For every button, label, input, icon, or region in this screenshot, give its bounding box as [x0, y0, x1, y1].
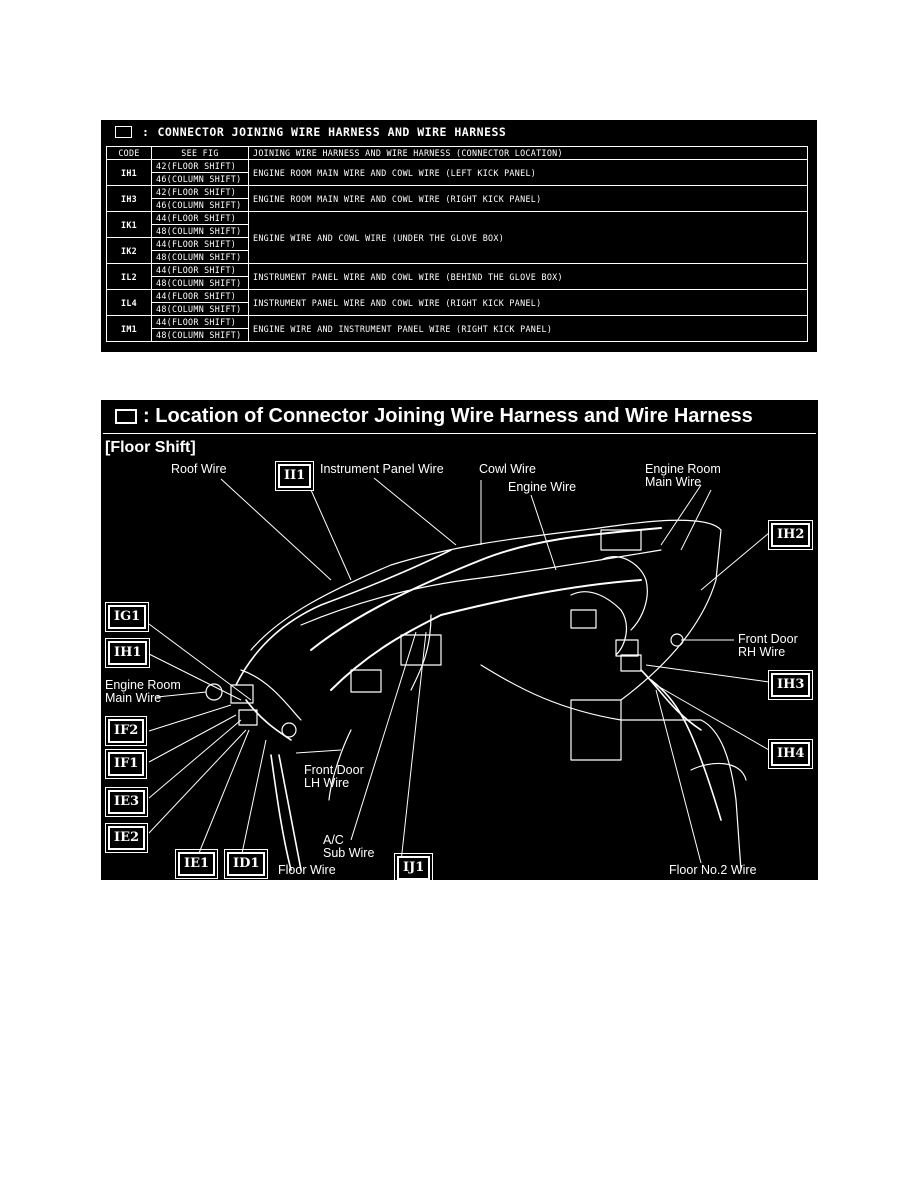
label-line: Main Wire	[105, 691, 162, 705]
connector-IH3: IH3	[771, 673, 810, 697]
connector-square-icon	[115, 126, 132, 138]
connector-ID1: ID1	[227, 852, 265, 876]
row-fig: 42(FLOOR SHIFT)	[152, 160, 249, 173]
connector-IH4: IH4	[771, 742, 810, 766]
row-location: INSTRUMENT PANEL WIRE AND COWL WIRE (BEHIND THE GLOVE BOX)	[249, 264, 808, 290]
connector-IF2: IF2	[108, 719, 144, 743]
row-code: IK1	[107, 212, 152, 238]
table-row	[107, 186, 808, 199]
connector-table	[106, 146, 808, 342]
table-row	[107, 160, 808, 173]
connector-IE3: IE3	[108, 790, 145, 814]
table-title-separator: :	[142, 125, 150, 139]
row-fig: 44(FLOOR SHIFT)	[152, 316, 249, 329]
label-line: Engine Room	[105, 678, 181, 692]
connector-II1: II1	[278, 464, 311, 488]
row-fig: 44(FLOOR SHIFT)	[152, 238, 249, 251]
row-code: IL4	[107, 290, 152, 316]
table-row	[107, 212, 808, 225]
row-fig: 48(COLUMN SHIFT)	[152, 225, 249, 238]
label-engine-room-main-wire-right	[645, 463, 721, 489]
label-cowl-wire: Cowl Wire	[479, 462, 536, 476]
table-row	[107, 264, 808, 277]
label-ac-sub-wire	[323, 834, 374, 860]
row-fig: 44(FLOOR SHIFT)	[152, 290, 249, 303]
label-floor-wire: Floor Wire	[278, 863, 336, 877]
connector-IH2: IH2	[771, 523, 810, 547]
label-line: Sub Wire	[323, 846, 375, 860]
label-line: Engine Room	[645, 462, 721, 476]
table-title	[115, 123, 506, 141]
label-line: Front Door	[304, 763, 364, 777]
diagram-title-separator: :	[143, 405, 150, 427]
table-row	[107, 290, 808, 303]
header-see-fig: SEE FIG	[152, 147, 249, 160]
row-code: IM1	[107, 316, 152, 342]
connector-square-icon	[115, 409, 137, 424]
connector-IJ1: IJ1	[397, 856, 430, 880]
row-fig: 44(FLOOR SHIFT)	[152, 212, 249, 225]
label-line: Front Door	[738, 632, 798, 646]
table-title-text: CONNECTOR JOINING WIRE HARNESS AND WIRE HARNESS	[157, 125, 507, 139]
table-header-row	[107, 147, 808, 160]
row-code: IL2	[107, 264, 152, 290]
row-code: IK2	[107, 238, 152, 264]
connector-table-panel	[101, 120, 817, 352]
row-code: IH3	[107, 186, 152, 212]
title-divider	[103, 433, 816, 434]
row-fig: 48(COLUMN SHIFT)	[152, 277, 249, 290]
label-roof-wire: Roof Wire	[171, 462, 227, 476]
row-location: INSTRUMENT PANEL WIRE AND COWL WIRE (RIGHT KICK PANEL)	[249, 290, 808, 316]
header-location: JOINING WIRE HARNESS AND WIRE HARNESS (CONNECTOR LOCATION)	[249, 147, 808, 160]
label-line: Main Wire	[645, 475, 702, 489]
row-location: ENGINE ROOM MAIN WIRE AND COWL WIRE (LEFT KICK PANEL)	[249, 160, 808, 186]
label-instrument-panel-wire: Instrument Panel Wire	[320, 462, 444, 476]
connector-IH1: IH1	[108, 641, 147, 665]
row-location: ENGINE WIRE AND COWL WIRE (UNDER THE GLOVE BOX)	[249, 212, 808, 264]
label-floor-no2-wire: Floor No.2 Wire	[669, 863, 757, 877]
diagram-title	[115, 405, 753, 428]
connector-IG1: IG1	[108, 605, 146, 629]
connector-IF1: IF1	[108, 752, 144, 776]
label-line: LH Wire	[304, 776, 350, 790]
row-location: ENGINE ROOM MAIN WIRE AND COWL WIRE (RIGHT KICK PANEL)	[249, 186, 808, 212]
label-front-door-lh-wire	[304, 764, 364, 790]
connector-IE2: IE2	[108, 826, 145, 850]
label-engine-room-main-wire-left	[105, 679, 181, 705]
row-fig: 48(COLUMN SHIFT)	[152, 251, 249, 264]
connector-IE1: IE1	[178, 852, 215, 876]
row-location: ENGINE WIRE AND INSTRUMENT PANEL WIRE (RIGHT KICK PANEL)	[249, 316, 808, 342]
row-code: IH1	[107, 160, 152, 186]
row-fig: 44(FLOOR SHIFT)	[152, 264, 249, 277]
row-fig: 42(FLOOR SHIFT)	[152, 186, 249, 199]
label-line: A/C	[323, 833, 344, 847]
row-fig: 46(COLUMN SHIFT)	[152, 173, 249, 186]
header-code: CODE	[107, 147, 152, 160]
label-front-door-rh-wire	[738, 633, 798, 659]
row-fig: 48(COLUMN SHIFT)	[152, 329, 249, 342]
label-engine-wire: Engine Wire	[508, 480, 577, 494]
row-fig: 48(COLUMN SHIFT)	[152, 303, 249, 316]
table-row	[107, 316, 808, 329]
label-line: RH Wire	[738, 645, 786, 659]
diagram-subtitle: [Floor Shift]	[105, 439, 196, 456]
row-fig: 46(COLUMN SHIFT)	[152, 199, 249, 212]
diagram-title-text: Location of Connector Joining Wire Harness and Wire Harness	[155, 405, 753, 427]
location-diagram-panel	[101, 400, 818, 880]
